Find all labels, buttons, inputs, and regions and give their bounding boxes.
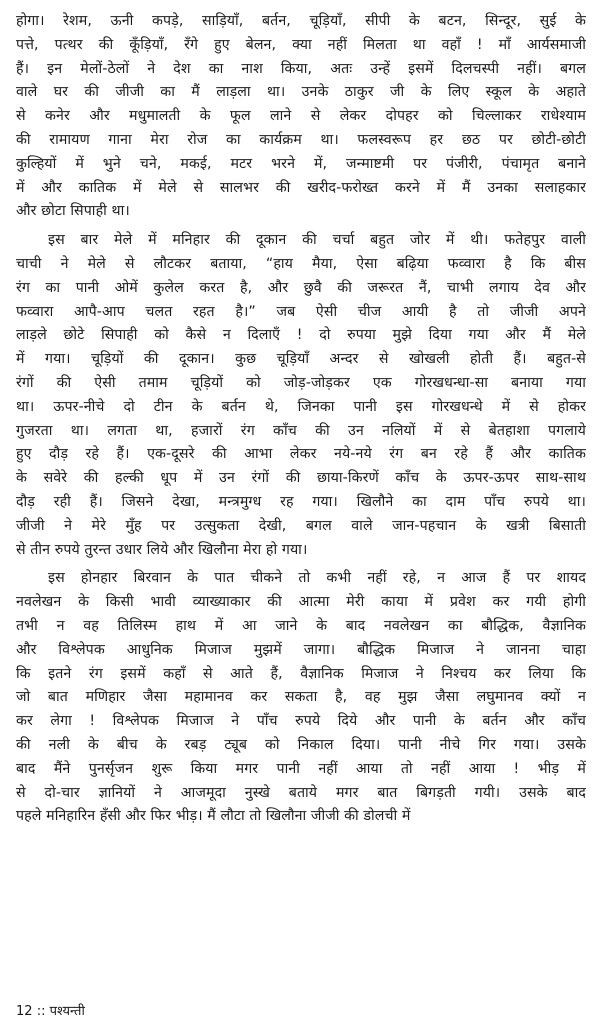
text-line: जो बात मणिहार जैसा महामानव कर सकता है, वह मुझ जैसा लघुमानव क्यों न xyxy=(16,689,586,706)
page-footer xyxy=(16,1003,85,1021)
text-line: की रामायण गाना मेरा रोज का कार्यक्रम था। फलस्वरूप हर छठ पर छोटी-छोटी xyxy=(16,131,586,148)
text-line: और विश्लेपक आधुनिक मिजाज मुझमें जागा। बौद्धिक मिजाज ने जानना चाहा xyxy=(16,641,586,658)
text-line: जीजी ने मेरे मुँह पर उत्सुकता देखी, बगल वाले जान-पहचान के खत्री बिसाती xyxy=(16,517,586,534)
text-line: रंग का पानी ओमें कुलेल करत है, और छुवै की जरूरत नैं, चाभी लगाय देव और xyxy=(16,279,586,296)
text-line: से दो-चार ज्ञानियों ने आजमूदा नुस्खे बताये मगर बात बिगड़ती गयी। उसके बाद xyxy=(16,784,586,801)
text-line: था। ऊपर-नीचे दो टीन के बर्तन थे, जिनका पानी इस गोरखधन्धे में से होकर xyxy=(16,398,586,415)
text-line: रंगों की ऐसी तमाम चूड़ियों को जोड़-जोड़कर एक गोरखधन्धा-सा बनाया गया xyxy=(16,374,586,391)
text-line: फव्वारा आपै-आप चलत रहत है।” जब ऐसी चीज आयी है तो जीजी अपने xyxy=(16,303,586,320)
text-line: तभी न वह तिलिस्म हाथ में आ जाने के बाद नवलेखन का बौद्धिक, वैज्ञानिक xyxy=(16,617,586,634)
paragraph xyxy=(16,10,586,224)
text-line: की नली के बीच के रबड़ ट्यूब को निकाल दिया। पानी नीचे गिर गया। उसके xyxy=(16,736,586,753)
text-line: में गया। चूड़ियों की दूकान। कुछ चूड़ियाँ अन्दर से खोखली होती हैं। बहुत-से xyxy=(16,351,586,368)
text-line: इस बार मेले में मनिहार की दूकान की चर्चा बहुत जोर में थी। फतेहपुर वाली xyxy=(48,232,586,249)
text-line: नवलेखन के किसी भावी व्याख्याकार की आत्मा मेरी काया में प्रवेश कर गयी होगी xyxy=(16,594,586,611)
text-line: के सवेरे की हल्की धूप में उन रंगों की छाया-किरणें काँच के ऊपर-ऊपर साथ-साथ xyxy=(16,470,586,487)
book-title: पश्यन्ती xyxy=(49,1004,85,1019)
text-line: गुजरता था। लगता था, हजारों रंग काँच की उन नलियों में से बेतहाशा पगलाये xyxy=(16,422,586,439)
paragraph xyxy=(16,567,586,829)
text-line: में और कातिक में मेले से सालभर की खरीद-फरोख्त करने में मैं उनका सलाहकार xyxy=(16,179,586,196)
text-line: बाद मैंने पुनर्सृजन शुरू किया मगर पानी नहीं आया तो नहीं आया ! भीड़ में xyxy=(16,760,586,777)
text-line: लाड़ले छोटे सिपाही को कैसे न दिलाएँ ! दो रुपया मुझे दिया गया और मैं मेले xyxy=(16,327,586,344)
footer-separator: :: xyxy=(36,1004,46,1019)
text-line: से तीन रुपये तुरन्त उधार लिये और खिलौना मेरा हो गया। xyxy=(16,541,308,558)
text-line: दौड़ रही हैं। जिसने देखा, मन्त्रमुग्ध रह गया। खिलौने का दाम पाँच रुपये था। xyxy=(16,493,586,510)
text-line: चाची ने मेले से लौटकर बताया, “हाय मैया, ऐसा बढ़िया फव्वारा है कि बीस xyxy=(16,255,586,272)
text-line: हुए दौड़ रहे हैं। एक-दूसरे की आभा लेकर नये-नये रंग बन रहे हैं और कातिक xyxy=(16,446,586,463)
text-line: कि इतने रंग इसमें कहाँ से आते हैं, वैज्ञानिक मिजाज ने निश्चय कर लिया कि xyxy=(16,665,586,682)
text-line: इस होनहार बिरवान के पात चीकने तो कभी नहीं रहे, न आज हैं पर शायद xyxy=(48,570,586,587)
text-line: वाले घर की जीजी का मैं लाड़ला था। उनके ठाकुर जी के लिए स्कूल के अहाते xyxy=(16,84,586,101)
body-text xyxy=(16,10,586,829)
text-line: कर लेगा ! विश्लेपक मिजाज ने पाँच रुपये दिये और पानी के बर्तन और काँच xyxy=(16,713,586,730)
text-line: से कनेर और मधुमालती के फूल लाने से लेकर दोपहर को चिल्लाकर राधेश्याम xyxy=(16,108,586,125)
text-line: पत्ते, पत्थर की कूँड़ियाँ, रँगे हुए बेलन, क्या नहीं मिलता था वहाँ ! माँ आर्यसमाजी xyxy=(16,36,586,53)
text-line: होगा। रेशम, ऊनी कपड़े, साड़ियाँ, बर्तन, चूड़ियाँ, सीपी के बटन, सिन्दूर, सुई के xyxy=(16,13,586,29)
text-line: और छोटा सिपाही था। xyxy=(16,203,130,220)
page-number: 12 xyxy=(16,1004,33,1019)
paragraph xyxy=(16,229,586,562)
text-line: पहले मनिहारिन हँसी और फिर भीड़। मैं लौटा तो खिलौना जीजी की डोलची में xyxy=(16,808,411,825)
text-line: हैं। इन मेलों-ठेलों ने देश का नाश किया, अतः उन्हें इसमें दिलचस्पी नहीं। बगल xyxy=(16,60,586,77)
text-line: कुल्हियों में भुने चने, मकई, मटर भरने में, जन्माष्टमी पर पंजीरी, पंचामृत बनाने xyxy=(16,155,586,172)
